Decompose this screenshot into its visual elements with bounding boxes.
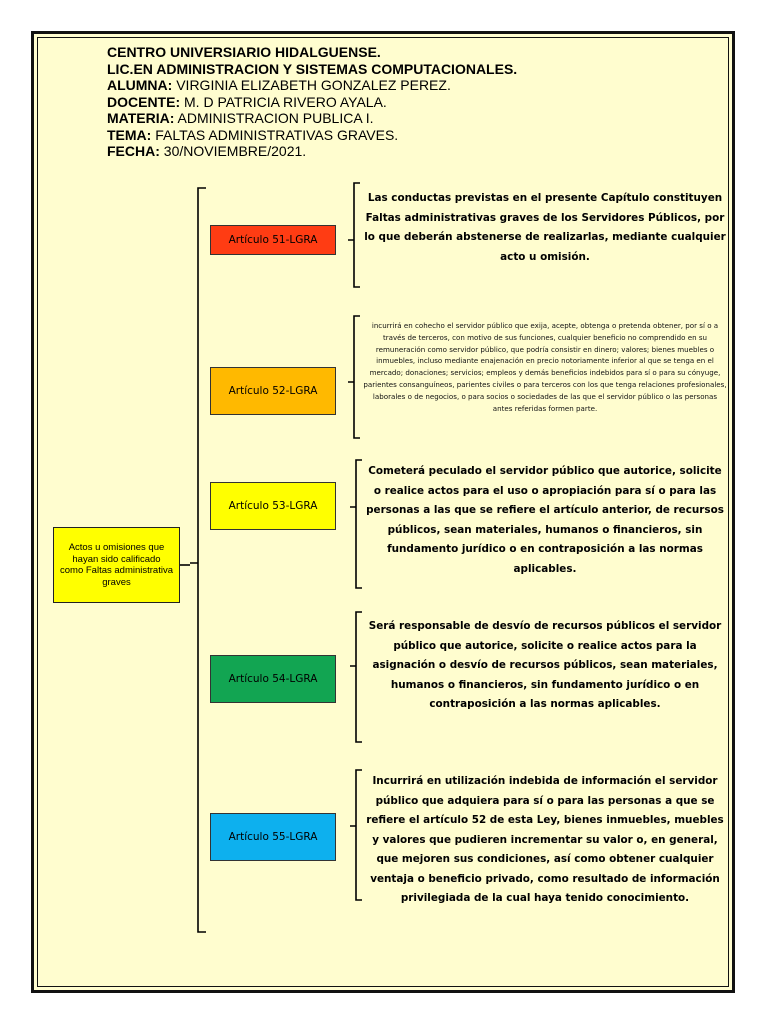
article-54-description: Será responsable de desvío de recursos públicos el servidor público que autorice, solicite o realice actos para la asignación o desvío de recursos públicos, sean materiales, humanos o financieros, sin fundamento jurídico o en contraposición a las normas aplicables.: [368, 620, 722, 710]
teacher-label: DOCENTE:: [107, 93, 181, 110]
root-concept-box: [53, 527, 180, 603]
subject-label: MATERIA:: [107, 110, 175, 126]
article-52-label: Artículo 52-LGRA: [228, 385, 318, 397]
topic-line: [107, 127, 707, 144]
date-value: 30/NOVIEMBRE/2021.: [159, 143, 307, 159]
article-51-description: Las conductas previstas en el presente Capítulo constituyen Faltas administrativas graves de los Servidores Públicos, por lo que deberán abstenerse de realizarlas, mediante cualquier acto u omisión.: [364, 192, 726, 263]
topic-value: FALTAS ADMINISTRATIVAS GRAVES.: [151, 126, 399, 143]
article-53-label: Artículo 53-LGRA: [228, 500, 318, 512]
article-51-label: Artículo 51-LGRA: [228, 234, 318, 246]
teacher-line: [107, 94, 707, 111]
program-name: LIC.EN ADMINISTRACION Y SISTEMAS COMPUTACIONALES.: [107, 60, 518, 77]
article-54-label: Artículo 54-LGRA: [228, 673, 318, 685]
topic-label: TEMA:: [107, 126, 152, 143]
article-51-box: [210, 225, 336, 255]
student-value: VIRGINIA ELIZABETH GONZALEZ PEREZ.: [172, 77, 451, 93]
article-55-description: Incurrirá en utilización indebida de información el servidor público que adquiera para sí o para las personas a que se refiere el artículo 52 de esta Ley, bienes inmuebles, muebles y valores que pudieren incrementar su valor o, en general, que mejoren sus condiciones, así como obtener cualquier ventaja o beneficio privado, como resultado de información privilegiada de la cual haya tenido conocimiento.: [366, 775, 724, 904]
article-54-box: [210, 655, 336, 703]
article-53-description: Cometerá peculado el servidor público que autorice, solicite o realice actos para el uso o apropiación para sí o para las personas a las que se refiere el artículo anterior, de recursos públicos, sean materiales, humanos o financieros, sin fundamento jurídico o en contraposición a las normas aplicables.: [366, 465, 724, 575]
institution-name: CENTRO UNIVERSIARIO HIDALGUENSE.: [107, 44, 381, 60]
student-line: [107, 77, 707, 94]
teacher-value: M. D PATRICIA RIVERO AYALA.: [180, 93, 387, 110]
document-header: [107, 44, 707, 160]
student-label: ALUMNA:: [107, 77, 173, 93]
article-53-box: [210, 482, 336, 530]
root-concept-text: Actos u omisiones que hayan sido calificado como Faltas administrativa graves: [60, 542, 173, 588]
article-55-box: [210, 813, 336, 861]
article-55-label: Artículo 55-LGRA: [228, 831, 318, 843]
date-line: [107, 143, 707, 160]
article-52-box: [210, 367, 336, 415]
article-52-description: incurrirá en cohecho el servidor público que exija, acepte, obtenga o pretenda obtener, por sí o a través de terceros, con motivo de sus funciones, cualquier beneficio no comprendido en su remuneración como servidor público, que podría consistir en dinero; valores; bienes muebles o inmuebles, incluso mediante enajenación en precio notoriamente inferior al que se tenga en el mercado; donaciones; servicios; empleos y demás beneficios indebidos para sí o para su cónyuge, parientes consanguíneos, parientes civiles o para terceros con los que tenga relaciones profesionales, laborales o de negocios, o para socios o sociedades de las que el servidor público o las personas antes referidas formen parte.: [363, 321, 727, 413]
subject-line: [107, 110, 707, 127]
date-label: FECHA:: [107, 143, 160, 159]
subject-value: ADMINISTRACION PUBLICA I.: [174, 110, 374, 126]
